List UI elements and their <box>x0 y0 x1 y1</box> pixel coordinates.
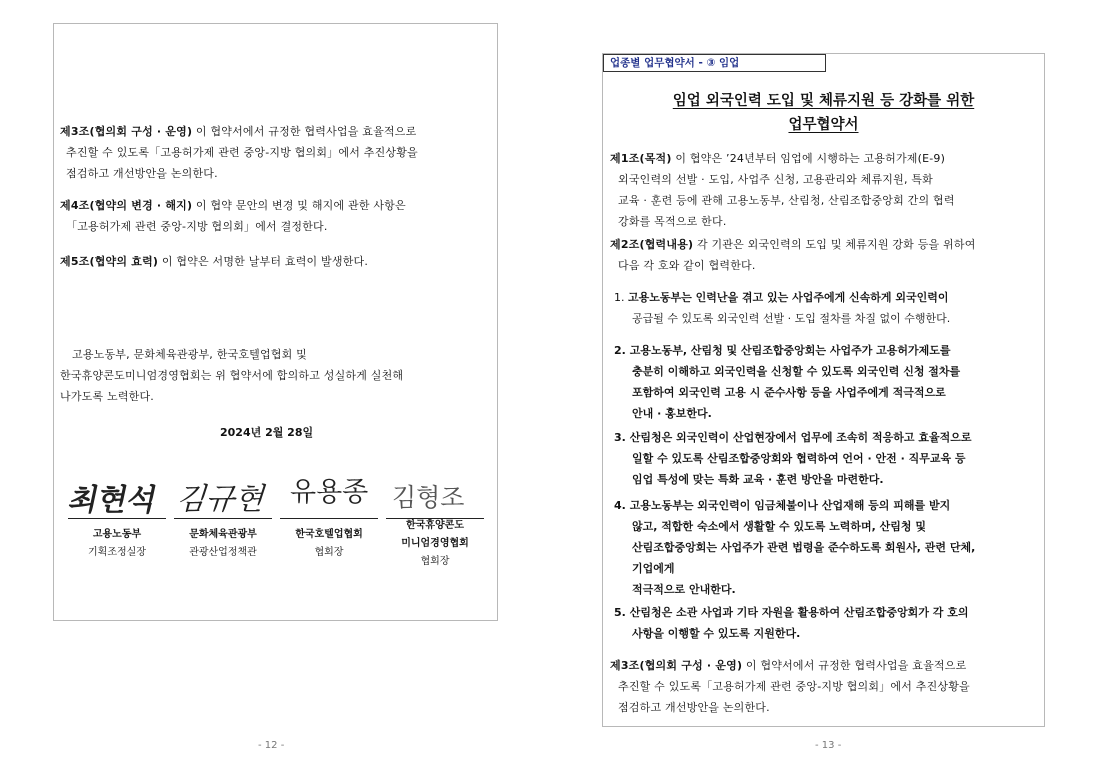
item-line: 공급될 수 있도록 외국인력 선발 · 도입 절차를 차질 없이 수행한다. <box>632 312 951 325</box>
item-line: 임업 특성에 맞는 특화 교육 · 훈련 방안을 마련한다. <box>632 473 884 486</box>
signature-4: 김형조 <box>392 483 465 512</box>
item-line: 산림청은 소관 사업과 기타 자원을 활용하여 산림조합중앙회가 각 호의 <box>629 606 969 619</box>
closing-statement <box>60 344 403 407</box>
article-heading: 제1조(목적) <box>610 152 672 165</box>
left-article-5 <box>60 251 368 272</box>
category-tag: 업종별 업무협약서 - ③ 임업 <box>603 54 826 72</box>
article-line: 각 기관은 외국인력의 도입 및 체류지원 강화 등을 위하여 <box>693 238 976 251</box>
article-line: 이 협약서에서 규정한 협력사업을 효율적으로 <box>192 125 417 138</box>
item-line: 충분히 이해하고 외국인력을 신청할 수 있도록 외국인력 신청 절차를 <box>632 365 961 378</box>
document-title <box>602 89 1045 110</box>
item-line: 고용노동부는 인력난을 겪고 있는 사업주에게 신속하게 외국인력이 <box>628 291 949 304</box>
cooperation-item-2 <box>614 340 960 424</box>
article-line: 다음 각 호와 같이 협력한다. <box>618 259 756 272</box>
article-line: 추진할 수 있도록「고용허가제 관련 중앙-지방 협의회」에서 추진상황을 <box>66 146 418 159</box>
signatory-3 <box>277 526 381 562</box>
article-heading: 제5조(협약의 효력) <box>60 255 159 268</box>
left-article-4 <box>60 195 406 237</box>
page-number-right: - 13 - <box>815 740 842 751</box>
right-article-1 <box>610 148 955 232</box>
signatory-org: 고용노동부 <box>92 529 142 540</box>
article-line: 이 협약은 서명한 날부터 효력이 발생한다. <box>158 255 369 268</box>
item-line: 적극적으로 안내한다. <box>632 583 736 596</box>
page-number-left: - 12 - <box>258 740 285 751</box>
cooperation-item-3 <box>614 427 971 490</box>
signature-3: 유용종 <box>290 477 369 508</box>
right-article-3 <box>610 655 970 718</box>
signatory-title: 관광산업정책관 <box>189 547 257 558</box>
signatory-2 <box>171 526 275 562</box>
item-number: 5. <box>614 606 626 619</box>
item-number: 1. <box>614 291 625 304</box>
article-line: 이 협약서에서 규정한 협력사업을 효율적으로 <box>742 659 967 672</box>
article-line: 추진할 수 있도록「고용허가제 관련 중앙-지방 협의회」에서 추진상황을 <box>618 680 970 693</box>
document-subtitle <box>602 113 1045 134</box>
item-line: 기업에게 <box>632 562 675 575</box>
article-line: 이 협약은 ’24년부터 임업에 시행하는 고용허가제(E-9) <box>671 152 946 165</box>
item-line: 고용노동부는 외국인력이 임금체불이나 산업재해 등의 피해를 받지 <box>629 499 951 512</box>
signatory-4 <box>383 517 487 571</box>
right-article-2 <box>610 234 976 276</box>
item-line: 고용노동부, 산림청 및 산림조합중앙회는 사업주가 고용허가제도를 <box>629 344 951 357</box>
article-line: 점검하고 개선방안을 논의한다. <box>618 701 770 714</box>
article-line: 강화를 목적으로 한다. <box>618 215 727 228</box>
item-line: 안내 · 홍보한다. <box>632 407 712 420</box>
article-line: 「고용허가제 관련 중앙-지방 협의회」에서 결정한다. <box>66 220 328 233</box>
signatory-1 <box>65 526 169 562</box>
left-article-3 <box>60 121 418 184</box>
signature-1: 최현석 <box>65 483 160 518</box>
article-heading: 제4조(협약의 변경 · 해지) <box>60 199 193 212</box>
article-line: 점검하고 개선방안을 논의한다. <box>66 167 218 180</box>
signatory-title: 협회장 <box>314 547 344 558</box>
item-line: 일할 수 있도록 산림조합중앙회와 협력하여 언어 · 안전 · 직무교육 등 <box>632 452 966 465</box>
signature-2: 김규현 <box>173 482 272 517</box>
cooperation-item-4 <box>614 495 975 600</box>
article-heading: 제3조(협의회 구성 · 운영) <box>610 659 743 672</box>
signature-line <box>280 518 378 519</box>
item-number: 3. <box>614 431 626 444</box>
signing-date: 2024년 2월 28일 <box>220 426 314 439</box>
closing-line: 한국휴양콘도미니엄경영협회는 위 협약서에 합의하고 성실하게 실천해 <box>60 369 404 382</box>
signatory-org: 미니엄경영협회 <box>401 538 469 549</box>
item-number: 2. <box>614 344 626 357</box>
item-line: 포함하여 외국인력 고용 시 준수사항 등을 사업주에게 적극적으로 <box>632 386 946 399</box>
item-line: 사항을 이행할 수 있도록 지원한다. <box>632 627 801 640</box>
signatory-title: 협회장 <box>420 556 450 567</box>
signature-line <box>68 518 166 519</box>
item-number: 4. <box>614 499 626 512</box>
item-line: 산림조합중앙회는 사업주가 관련 법령을 준수하도록 회원사, 관련 단체, <box>632 541 976 554</box>
signatory-org: 한국휴양콘도 <box>406 520 464 531</box>
title-line: 임업 외국인력 도입 및 체류지원 등 강화를 위한 <box>672 93 975 109</box>
article-line: 외국인력의 선발 · 도입, 사업주 신청, 고용관리와 체류지원, 특화 <box>618 173 934 186</box>
closing-line: 나가도록 노력한다. <box>60 390 155 403</box>
article-heading: 제2조(협력내용) <box>610 238 694 251</box>
cooperation-item-1 <box>614 287 950 329</box>
signature-line <box>174 518 272 519</box>
closing-line: 고용노동부, 문화체육관광부, 한국호텔업협회 및 <box>72 348 308 361</box>
item-line: 않고, 적합한 숙소에서 생활할 수 있도록 노력하며, 산림청 및 <box>632 520 927 533</box>
signatory-org: 문화체육관광부 <box>189 529 257 540</box>
article-line: 이 협약 문안의 변경 및 해지에 관한 사항은 <box>192 199 406 212</box>
title-line: 업무협약서 <box>788 117 859 133</box>
item-line: 산림청은 외국인력이 산업현장에서 업무에 조속히 적응하고 효율적으로 <box>629 431 972 444</box>
signatory-title: 기획조정실장 <box>88 547 146 558</box>
cooperation-item-5 <box>614 602 968 644</box>
signatory-org: 한국호텔업협회 <box>295 529 363 540</box>
article-line: 교육 · 훈련 등에 관해 고용노동부, 산림청, 산림조합중앙회 간의 협력 <box>618 194 955 207</box>
article-heading: 제3조(협의회 구성 · 운영) <box>60 125 193 138</box>
